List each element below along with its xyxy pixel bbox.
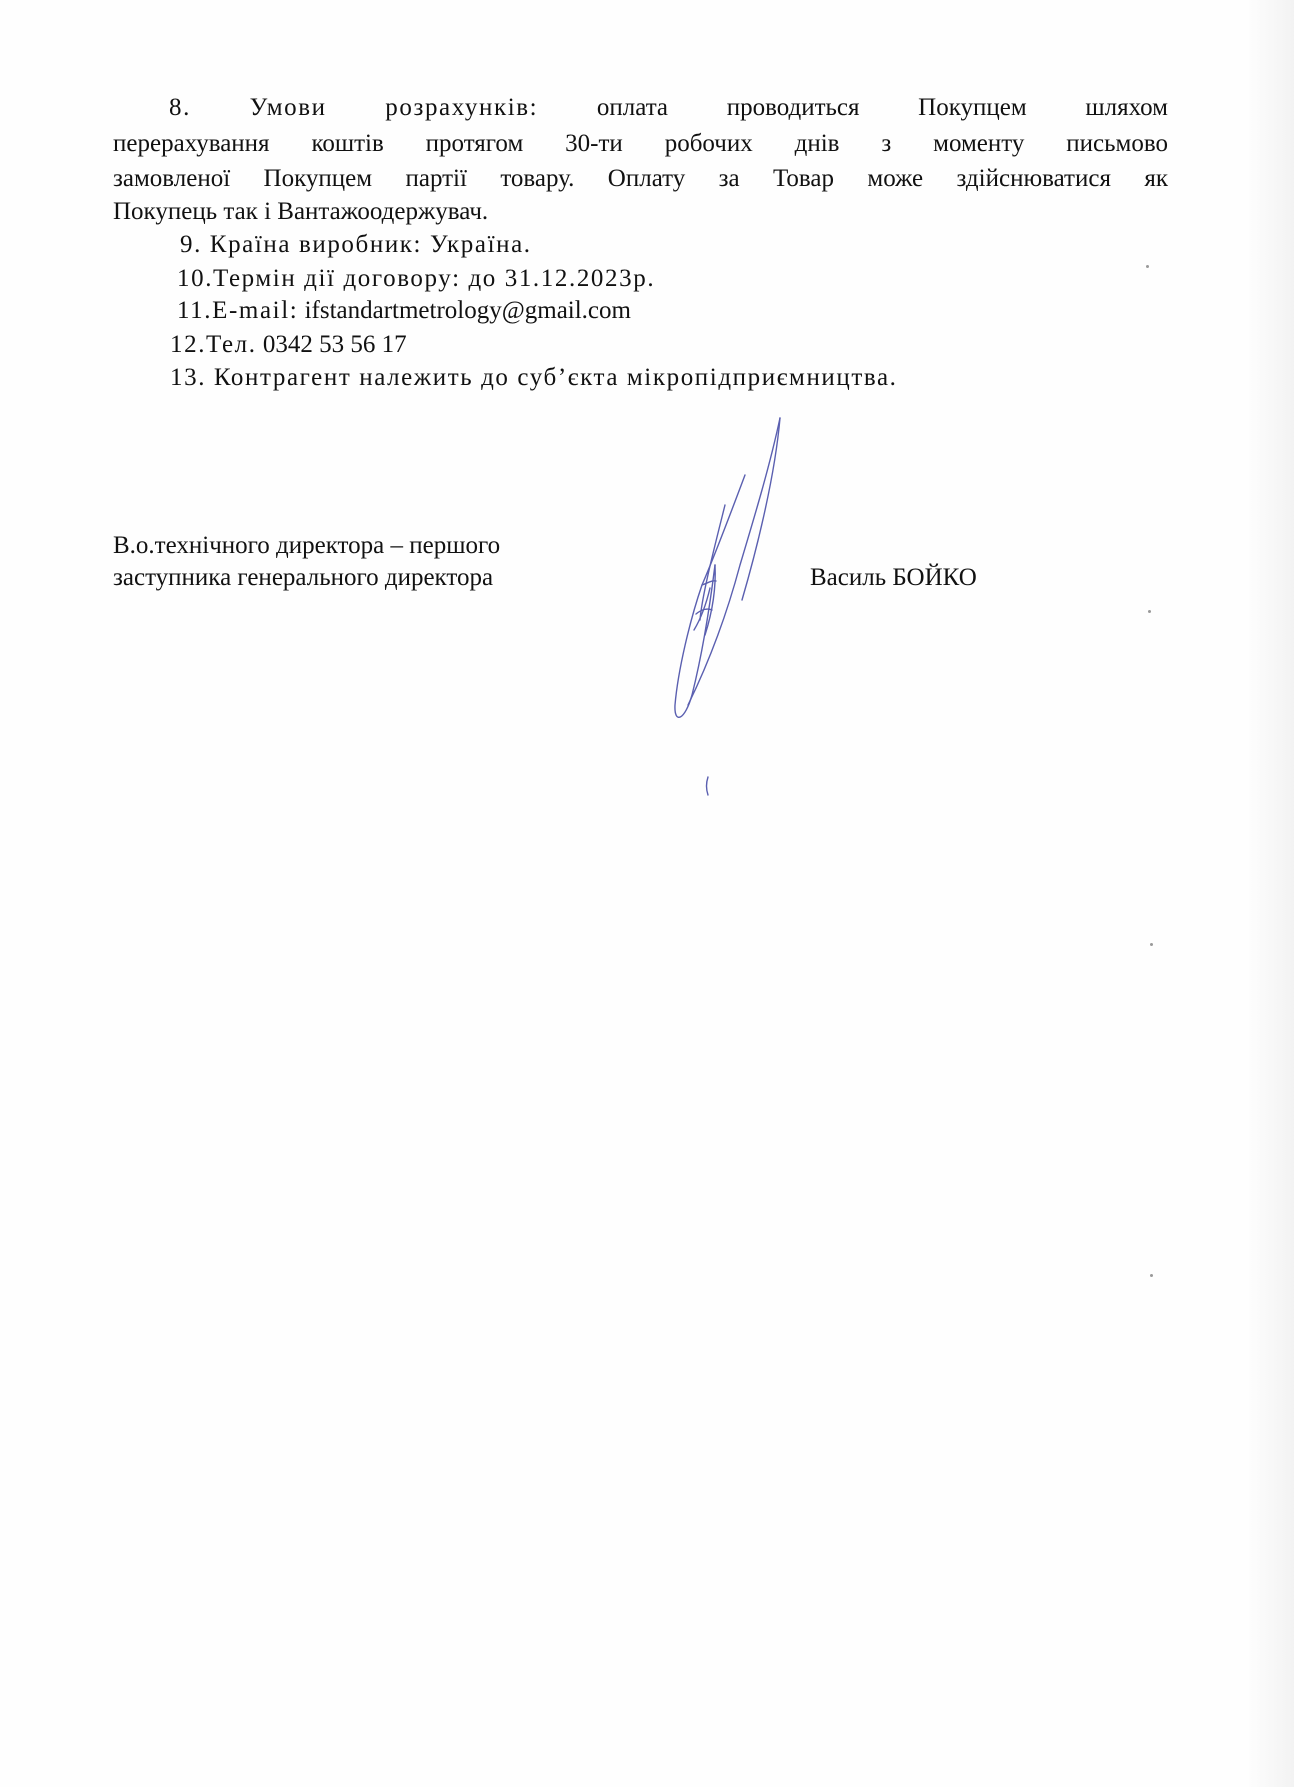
email-label: 11.E-mail: [177,297,299,324]
scan-speck [1150,943,1153,946]
clause-8-word-e: Покупцем [918,94,1027,121]
clause-8-word-a: Умови [249,94,327,121]
clause-8-word-b: розрахунків: [385,94,539,121]
clause-10: 10.Термін дії договору: до 31.12.2023р. [177,265,656,292]
signatory-position [113,530,500,594]
signatory-position-line-2: заступника генерального директора [113,564,494,591]
clause-8-line-3: замовленої Покупцем партії товару. Оплату за Товар може здійснюватися як [113,165,1168,192]
clause-8-line-2: перерахування коштів протягом 30-ти робочих днів з моменту письмово [113,130,1168,157]
handwritten-signature [630,405,800,805]
scan-edge-shadow [1246,0,1294,1787]
phone-value: 0342 53 56 17 [262,331,407,358]
clause-9: 9. Країна виробник: Україна. [180,231,532,258]
signatory-position-line-1: В.о.технічного директора – першого [113,532,501,559]
clause-8-word-c: оплата [596,94,669,121]
scan-speck [1148,610,1151,613]
clause-11 [177,296,631,326]
clause-8-word-f: шляхом [1085,94,1168,121]
clause-8-number: 8. [169,94,191,121]
clause-12 [170,330,407,360]
scan-speck [1146,265,1149,268]
clause-8-line-1 [113,93,1168,123]
signatory-name: Василь БОЙКО [810,564,977,591]
clause-8-word-d: проводиться [726,94,860,121]
clause-8-line-4: Покупець так і Вантажоодержувач. [113,198,489,225]
clause-13: 13. Контрагент належить до суб’єкта мікропідприємництва. [170,364,898,391]
email-value: ifstandartmetrology@gmail.com [304,297,631,324]
phone-label: 12.Тел. [170,331,257,358]
scan-speck [1150,1274,1153,1277]
